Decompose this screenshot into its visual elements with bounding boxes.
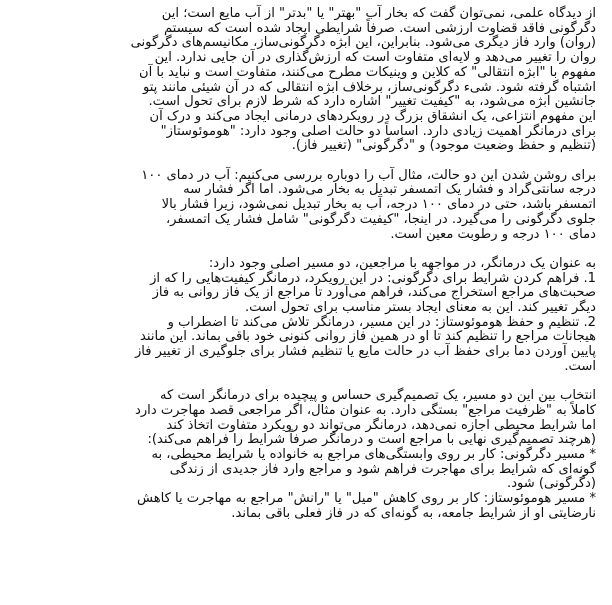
list-item: * مسیر هوموئوستاز: کار بر روی کاهش "میل" یا "رانش" مراجع به مهاجرت یا کاهش <box>137 491 596 507</box>
list-item: 2. تنظیم و حفظ هوموئوستاز: در این مسیر، درمانگر تلاش می‌کند تا اضطراب و <box>167 314 596 330</box>
text-line: جلوی دگرگونی را می‌گیرد. در اینجا، "کیفیت دگرگونی" شامل فشار یک اتمسفر، <box>165 211 596 227</box>
text-line: به عنوان یک درمانگر، در مواجهه با مراجعین، دو مسیر اصلی وجود دارد: <box>208 255 596 271</box>
text-line: مفهوم با "ابژه انتقالی" که کلاین و وینیکات مطرح می‌کنند، متفاوت است و نباید با آن <box>138 64 596 80</box>
text-line: روان را تغییر می‌دهد و لایه‌ای متفاوت است که ارزش‌گذاری در آن جایی ندارد. این <box>154 50 596 66</box>
text-line: (روان) وارد فاز دیگری می‌شود. بنابراین، این ابژه دگرگونی‌ساز، مکانیسم‌های دگرگونی <box>130 35 596 51</box>
paragraph-therapist-paths <box>10 257 596 375</box>
text-line: نارضایتی او از شرایط جامعه، به گونه‌ای که در فاز فعلی باقی بماند. <box>231 505 596 521</box>
text-line: اتمسفر باشد، حتی در دمای ۱۰۰ درجه، آب به بخار تبدیل نمی‌شود، زیرا فشار بالا <box>161 197 596 213</box>
text-line: پایین آوردن دما برای حفظ آب در حالت مایع یا تنظیم فشار برای جلوگیری از تغییر فاز <box>134 344 596 360</box>
text-line: (تنظیم و حفظ وضعیت موجود) و "دگرگونی" (تغییر فاز). <box>291 138 596 154</box>
text-line: برای درمانگر اهمیت زیادی دارد. اساساً دو حالت اصلی وجود دارد: "هوموئوستاز" <box>160 123 596 139</box>
text-line: دمای ۱۰۰ درجه و رطوبت معین است. <box>390 226 596 242</box>
text-line: هیجانات مراجع را تنظیم کند تا او در همین فاز روانی کنونی خود باقی بماند. این مانند <box>140 329 596 345</box>
text-line: دگرگونی فاقد قضاوت ارزشی است. صرفاً شرایطی ایجاد شده است که سیستم <box>163 20 596 36</box>
text-line: اشتباه گرفته شود. شیء دگرگونی‌ساز، برخلاف ابژه انتقالی که در آن شیئی مانند پتو <box>142 79 596 95</box>
text-line: (هرچند تصمیم‌گیری نهایی با مراجع است و درمانگر صرفاً شرایط را فراهم می‌کند): <box>147 432 596 448</box>
text-line: جانشین ابژه می‌شود، به "کیفیت تغییر" اشاره دارد که شرط لازم برای تحول است. <box>148 94 596 110</box>
text-line: صحبت‌های مراجع استخراج می‌کند، فراهم می‌آورد تا مراجع از یک فاز روانی به فاز <box>152 285 596 301</box>
paragraph-water-example <box>10 169 596 243</box>
paragraph-choice <box>10 389 596 521</box>
text-line: کاملاً به "ظرفیت مراجع" بستگی دارد. به عنوان مثال، اگر مراجعی قصد مهاجرت دارد <box>135 402 596 418</box>
text-line: دیگر تغییر کند. این به معنای ایجاد بستر مناسب برای تحول است. <box>244 300 596 316</box>
text-line: از دیدگاه علمی، نمی‌توان گفت که بخار آب "بهتر" یا "بدتر" از آب مایع است؛ این <box>161 6 596 21</box>
text-line: برای روشن شدن این دو حالت، مثال آب را دوباره بررسی می‌کنیم: آب در دمای ۱۰۰ <box>141 167 596 183</box>
text-line: اما شرایط محیطی اجازه نمی‌دهد، درمانگر می‌تواند دو رویکرد متفاوت اتخاذ کند <box>166 417 596 433</box>
text-line: گونه‌ای که شرایط برای مهاجرت فراهم شود و مراجع وارد فاز جدیدی از زندگی <box>169 461 596 477</box>
paragraph-intro <box>10 7 596 154</box>
text-line: درجه سانتی‌گراد و فشار یک اتمسفر تبدیل به بخار می‌شود. اما اگر فشار سه <box>183 182 596 198</box>
text-line: (دگرگونی) شود. <box>507 476 596 492</box>
text-line: انتخاب بین این دو مسیر، یک تصمیم‌گیری حساس و پیچیده برای درمانگر است که <box>160 388 596 404</box>
list-item: 1. فراهم کردن شرایط برای دگرگونی: در این رویکرد، درمانگر کیفیت‌هایی را که از <box>150 270 596 286</box>
text-line: است. <box>564 358 596 374</box>
text-line: این مفهوم انتزاعی، یک انشقاق بزرگ در رویکردهای درمانی ایجاد می‌کند و درک آن <box>149 108 596 124</box>
list-item: * مسیر دگرگونی: کار بر روی وابستگی‌های مراجع به خانواده یا شرایط محیطی، به <box>151 447 596 463</box>
